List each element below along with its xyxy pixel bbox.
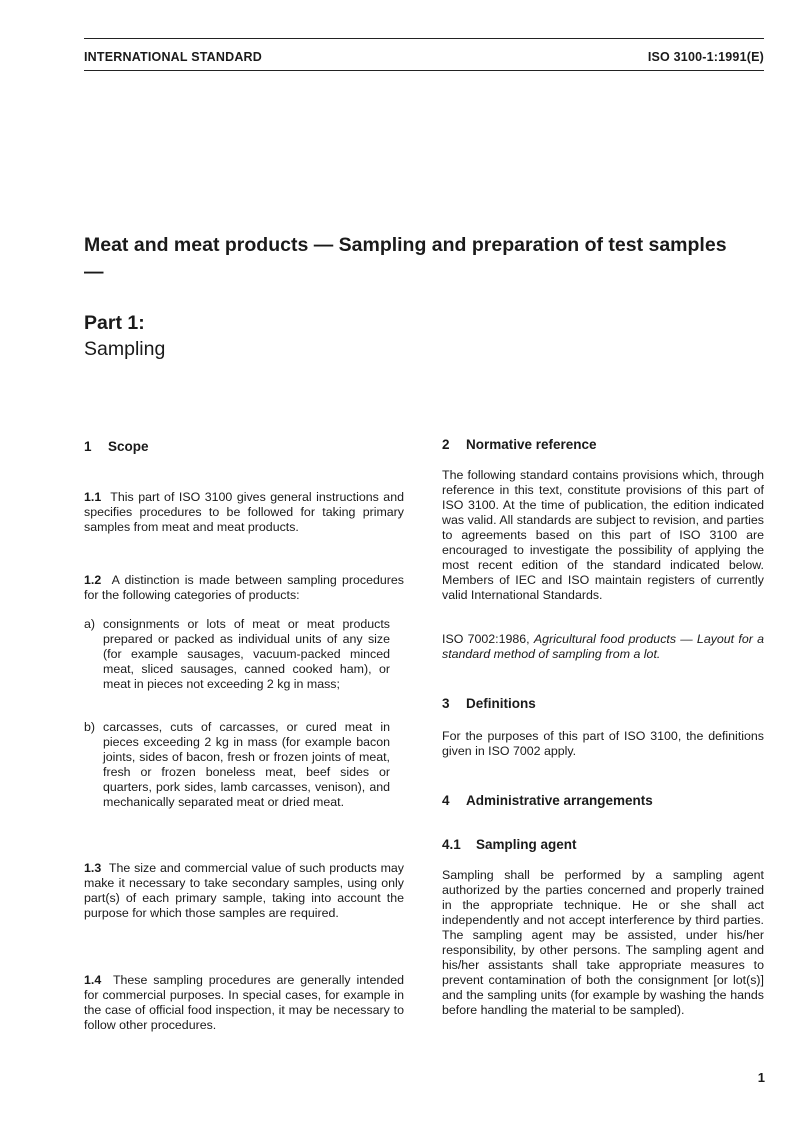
section-title: Scope (108, 439, 149, 454)
section-4-heading (442, 793, 653, 808)
normative-reference-entry (442, 632, 764, 662)
clause-text: A distinction is made between sampling procedures for the following categories of products: (84, 573, 404, 602)
part-label: Part 1: (84, 312, 145, 334)
clause-1-1 (84, 490, 404, 535)
page-number: 1 (757, 1070, 765, 1085)
clause-number: 1.4 (84, 973, 102, 987)
sampling-agent-text: Sampling shall be performed by a sampling agent authorized by the parties concerned and properly trained in the appropriate technique. He or she shall act independently and not accept interference by third parties. The sampling agent may be assisted, under his/her responsibility, by other persons. The sampling agent and his/her assistants shall take appropriate measures to prevent contamination of both the consignment [or lot(s)] and the sampling units (for example by washing the hands before handling the material to be sampled). (442, 868, 764, 1017)
normative-reference-text: The following standard contains provisions which, through reference in this text, constitute provisions of this part of ISO 3100. At the time of publication, the edition indicated was valid. All standards are subject to revision, and parties to agreements based on this part of ISO 3100 are encouraged to investigate the possibility of applying the most recent edition of the standard indicated below. Members of IEC and ISO maintain registers of currently valid International Standards. (442, 468, 764, 602)
header-top-rule (84, 38, 764, 39)
list-label: a) (84, 617, 96, 631)
section-number: 2 (442, 437, 450, 452)
clause-text: The size and commercial value of such products may make it necessary to take secondary samples, using only part(s) of each primary sample, taking into account the purpose for which those samples are required. (84, 861, 405, 920)
clause-1-3 (84, 861, 404, 921)
header-standard-type: INTERNATIONAL STANDARD (84, 50, 263, 64)
section-2-heading (442, 437, 597, 452)
reference-title: Agricultural food products — Layout for a standard method of sampling from a lot. (442, 632, 764, 661)
header-bottom-rule (84, 70, 764, 71)
header-standard-number: ISO 3100-1:1991(E) (647, 50, 764, 64)
clause-number: 1.1 (84, 490, 102, 504)
clause-number: 1.2 (84, 573, 102, 587)
clause-number: 1.3 (84, 861, 102, 875)
list-text: consignments or lots of meat or meat products prepared or packed as individual units of any size (for example sausages, vacuum-packed minced meat, sliced sausages, canned cooked ham), or meat in pieces not exceeding 2 kg in mass; (103, 617, 390, 691)
section-title: Normative reference (466, 437, 597, 452)
section-number: 4.1 (442, 837, 461, 852)
section-title: Sampling agent (476, 837, 577, 852)
section-title: Definitions (466, 696, 536, 711)
clause-1-2 (84, 573, 404, 603)
section-title: Administrative arrangements (466, 793, 653, 808)
subsection-4-1-heading (442, 837, 577, 852)
document-title: Meat and meat products — Sampling and preparation of test samples — (84, 234, 727, 283)
reference-code: ISO 7002:1986, (442, 632, 530, 646)
list-label: b) (84, 720, 96, 734)
section-3-heading (442, 696, 536, 711)
section-number: 4 (442, 793, 450, 808)
section-number: 1 (84, 439, 92, 454)
list-text: carcasses, cuts of carcasses, or cured meat in pieces exceeding 2 kg in mass (for example bacon joints, sides of bacon, fresh or frozen joints of meat, fresh or frozen boneless meat, beef sides or quarters, pork sides, lamb carcasses, venison), and mechanically separated meat or dried meat. (103, 720, 390, 809)
clause-text: This part of ISO 3100 gives general instructions and specifies procedures to be followed for taking primary samples from meat and meat products. (84, 490, 404, 534)
definitions-text: For the purposes of this part of ISO 3100, the definitions given in ISO 7002 apply. (442, 729, 764, 758)
section-1-heading (84, 439, 149, 454)
part-title: Sampling (84, 338, 166, 360)
section-number: 3 (442, 696, 450, 711)
clause-text: These sampling procedures are generally intended for commercial purposes. In special cases, for example in the case of official food inspection, it may be necessary to follow other procedures. (84, 973, 404, 1032)
clause-1-4 (84, 973, 404, 1033)
